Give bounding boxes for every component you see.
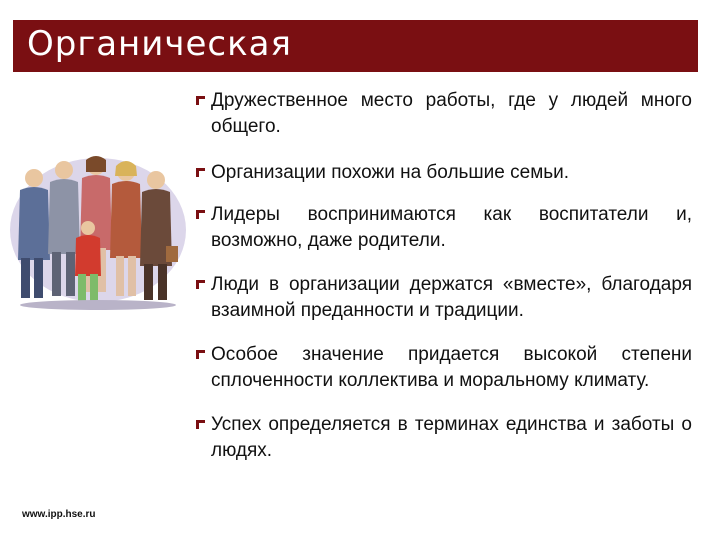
bullet-item (196, 160, 692, 186)
slide-title: Органическая (27, 24, 292, 64)
bullet-text: Люди в организации держатся «вместе», благодаря взаимной преданности и традиции. (211, 274, 692, 321)
bullet-item (196, 88, 692, 140)
bullet-marker-icon (196, 420, 205, 429)
bullet-marker-icon (196, 96, 205, 105)
bullet-item (196, 412, 692, 464)
bullet-text: Лидеры воспринимаются как воспитатели и, возможно, даже родители. (211, 204, 692, 251)
bullet-marker-icon (196, 280, 205, 289)
title-bar (13, 20, 698, 72)
bullet-item (196, 272, 692, 324)
bullet-text: Организации похожи на большие семьи. (211, 162, 570, 183)
bullet-item (196, 342, 692, 394)
bullet-marker-icon (196, 210, 205, 219)
bullet-marker-icon (196, 168, 205, 177)
bullet-marker-icon (196, 350, 205, 359)
bullet-text: Дружественное место работы, где у людей много общего. (211, 90, 692, 137)
bullet-text: Особое значение придается высокой степени сплоченности коллектива и моральному климату. (211, 344, 692, 391)
bullet-item (196, 202, 692, 254)
group-of-people-icon (6, 150, 186, 315)
bullet-text: Успех определяется в терминах единства и заботы о людях. (211, 414, 692, 461)
footer-url[interactable]: www.ipp.hse.ru (22, 509, 96, 520)
bullet-list (196, 88, 692, 464)
